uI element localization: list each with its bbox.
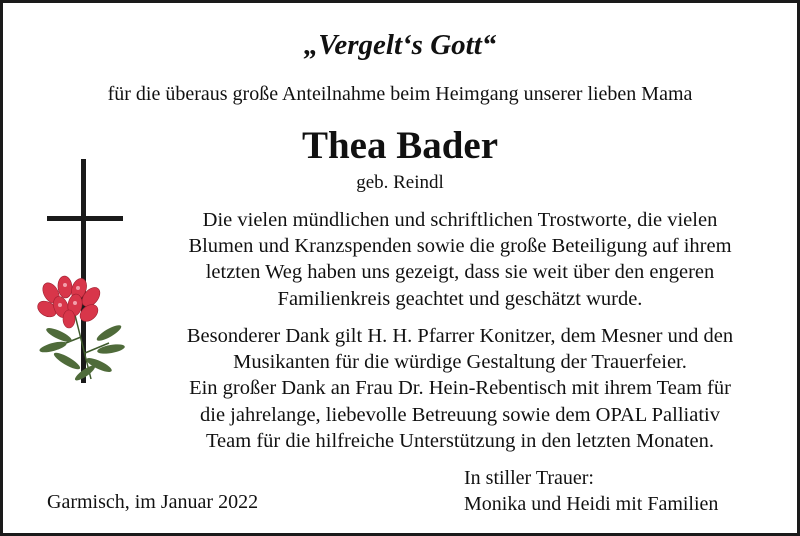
paragraph-line: letzten Weg haben uns gezeigt, dass sie weit über den engeren [205, 261, 715, 284]
mourners-block [464, 465, 718, 517]
deceased-name: Thea Bader [301, 124, 499, 167]
headline: „Vergelt‘s Gott“ [303, 29, 497, 61]
intro-line: für die überaus große Anteilnahme beim Heimgang unserer lieben Mama [107, 83, 693, 105]
paragraph-line: Team für die hilfreiche Unterstützung in den letzten Monaten. [205, 429, 715, 452]
place-date: Garmisch, im Januar 2022 [47, 491, 259, 513]
paragraph-line: Blumen und Kranzspenden sowie die große Beteiligung auf ihrem [188, 235, 732, 258]
mourners-names: Monika und Heidi mit Familien [464, 493, 719, 515]
paragraph-line: Besonderer Dank gilt H. H. Pfarrer Konitzer, dem Mesner und den [186, 325, 734, 347]
mourners-heading: In stiller Trauer: [464, 467, 594, 489]
paragraph-line: Ein großer Dank an Frau Dr. Hein-Rebentisch mit ihrem Team für [189, 377, 731, 400]
thanks-paragraph-1 [143, 207, 777, 312]
paragraph-line: Familienkreis geachtet und geschätzt wurde. [277, 287, 643, 310]
paragraph-line: die jahrelange, liebevolle Betreuung sowie dem OPAL Palliativ [200, 403, 720, 426]
thanks-paragraph-2 [143, 323, 777, 454]
maiden-name: geb. Reindl [356, 172, 444, 193]
paragraph-line: Die vielen mündlichen und schriftlichen Trostworte, die vielen [202, 209, 718, 231]
alpine-rose-icon [31, 275, 127, 381]
paragraph-line: Musikanten für die würdige Gestaltung der Trauerfeier. [233, 351, 687, 374]
